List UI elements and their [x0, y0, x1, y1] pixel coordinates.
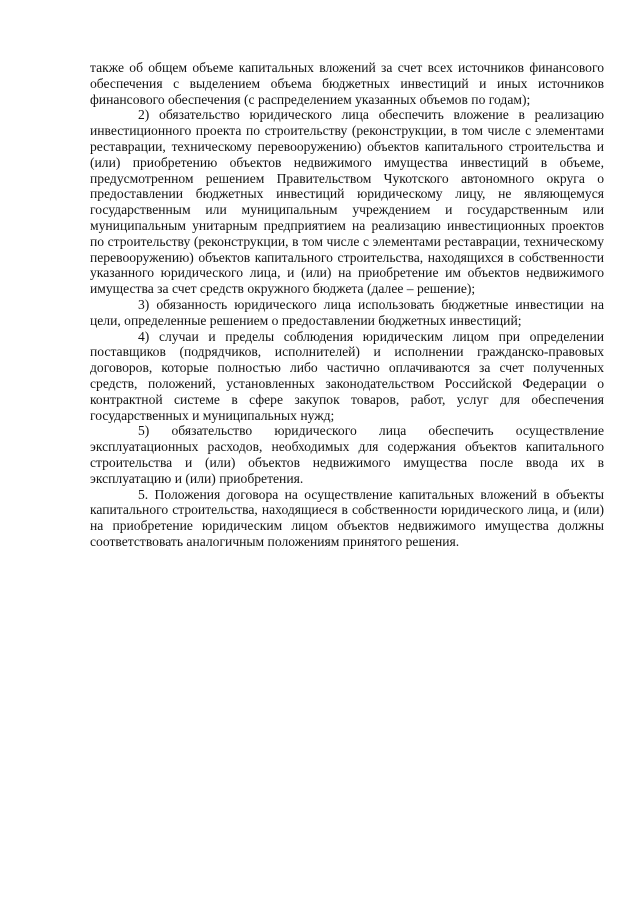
document-body: [90, 60, 604, 550]
paragraph-item-5: 5) обязательство юридического лица обеспечить осуществление эксплуатационных расходов, необходимых для содержания объектов капитального строительства и (или) объектов недвижимого имущества после ввода их в эксплуатацию и (или) приобретения.: [90, 423, 604, 486]
paragraph-section-5: 5. Положения договора на осуществление капитальных вложений в объекты капитального строительства, находящиеся в собственности юридического лица, и (или) на приобретение юридическим лицом объектов недвижимого имущества должны соответствовать аналогичным положениям принятого решения.: [90, 486, 604, 549]
paragraph-continuation: также об общем объеме капитальных вложений за счет всех источников финансового обеспечения с выделением объема бюджетных инвестиций и иных источников финансового обеспечения (с распределением указанных объемов по годам);: [90, 60, 604, 107]
paragraph-item-3: 3) обязанность юридического лица использовать бюджетные инвестиции на цели, определенные решением о предоставлении бюджетных инвестиций;: [90, 296, 604, 328]
paragraph-item-4: 4) случаи и пределы соблюдения юридическим лицом при определении поставщиков (подрядчиков, исполнителей) и исполнении гражданско-правовых договоров, которые полностью либо частично оплачиваются за счет полученных средств, положений, установленных законодательством Российской Федерации о контрактной системе в сфере закупок товаров, работ, услуг для обеспечения государственных и муниципальных нужд;: [90, 328, 604, 423]
paragraph-item-2: 2) обязательство юридического лица обеспечить вложение в реализацию инвестиционного проекта по строительству (реконструкции, в том числе с элементами реставрации, техническому перевооружению) объектов капитального строительства и (или) приобретению объектов недвижимого имущества инвестиций в объеме, предусмотренном решением Правительством Чукотского автономного округа о предоставлении бюджетных инвестиций юридическому лицу, не являющемуся государственным или муниципальным учреждением и государственным или муниципальным унитарным предприятием на реализацию инвестиционных проектов по строительству (реконструкции, в том числе с элементами реставрации, техническому перевооружению) объектов капитального строительства, находящихся в собственности указанного юридического лица, и (или) на приобретение им объектов недвижимого имущества за счет средств окружного бюджета (далее – решение);: [90, 107, 604, 297]
